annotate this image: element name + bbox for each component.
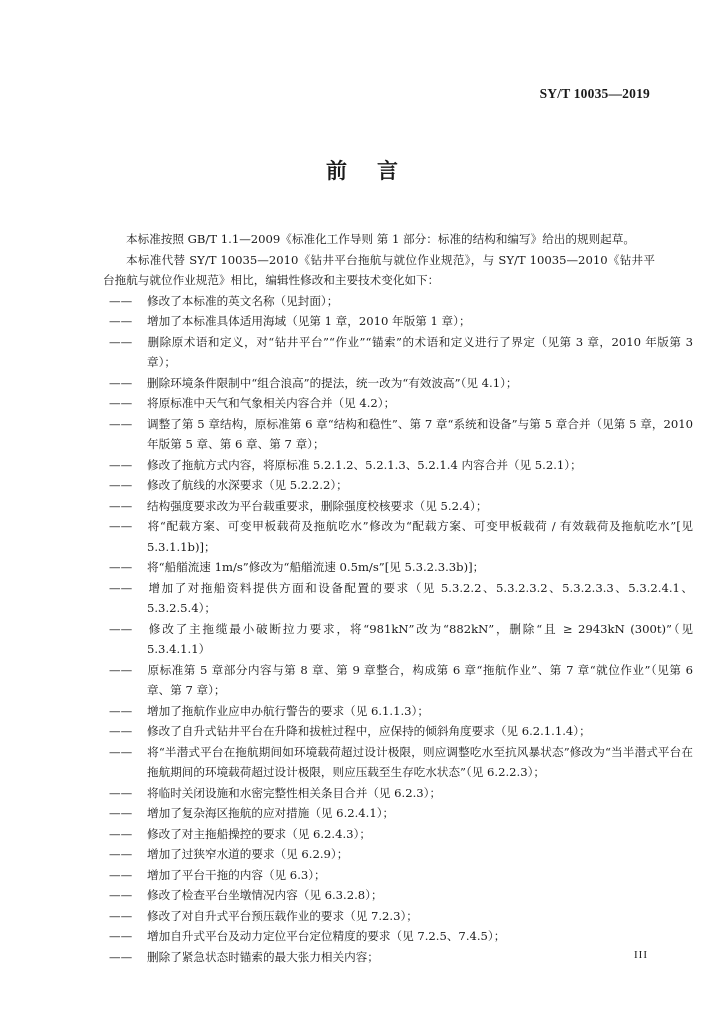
dash-marker: —— [109, 416, 133, 431]
dash-marker: —— [109, 949, 133, 964]
change-text: 增加了拖航作业应申办航行警告的要求（见 6.1.1.3）； [147, 703, 429, 718]
change-text: 修改了对主拖船操控的要求（见 6.2.4.3）； [147, 826, 371, 841]
dash-marker: —— [109, 847, 133, 861]
change-text: 增加了复杂海区拖航的应对措施（见 6.2.4.1）； [147, 806, 395, 820]
change-item [109, 721, 693, 742]
change-item [109, 516, 693, 557]
change-item [109, 926, 693, 947]
dash-marker: —— [109, 703, 133, 718]
page-title: 前言 [326, 159, 428, 183]
change-text: 将“船艏流速 1m/s”修改为“船艏流速 0.5m/s”[见 5.3.2.3.3b)]； [147, 560, 485, 574]
change-item [109, 783, 693, 804]
dash-marker: —— [109, 908, 133, 923]
change-item [109, 455, 693, 476]
dash-marker: —— [109, 334, 133, 349]
change-item [109, 824, 693, 845]
change-text: 将“配载方案、可变甲板载荷及拖航吃水”修改为“配载方案、可变甲板载荷 / 有效载荷及拖航吃水”[见 5.3.1.1b)]； [147, 519, 693, 554]
change-text: 修改了主拖缆最小破断拉力要求，将“981kN”改为“882kN”，删除“且 ≥ 2943kN (300t)”（见 5.3.4.1.1） [147, 621, 693, 656]
change-text: 将“半潜式平台在拖航期间如环境载荷超过设计极限，则应调整吃水至抗风暴状态”修改为“当半潜式平台在拖航期间的环境载荷超过设计极限，则应压载至生存吃水状态”（见 6.2.2.3）； [147, 744, 693, 779]
change-text: 将原标准中天气和气象相关内容合并（见 4.2）； [147, 396, 396, 410]
change-text: 删除原术语和定义，对“钻井平台”“作业”“锚索”的术语和定义进行了界定（见第 3 章，2010 年版第 3 章）； [147, 334, 693, 369]
change-item [109, 414, 693, 455]
change-item [109, 373, 693, 394]
dash-marker: —— [109, 375, 133, 390]
change-text: 修改了拖航方式内容，将原标准 5.2.1.2、5.2.1.3、5.2.1.4 内容合并（见 5.2.1）； [147, 457, 582, 472]
dash-marker: —— [109, 621, 133, 636]
change-item [109, 865, 693, 886]
change-item [109, 947, 693, 968]
change-item [109, 660, 693, 701]
dash-marker: —— [109, 744, 133, 759]
standard-code: SY/T 10035—2019 [539, 86, 650, 101]
change-item [109, 619, 693, 660]
change-item [109, 475, 693, 496]
change-item [109, 496, 693, 517]
dash-marker: —— [109, 929, 133, 943]
intro-paragraph: 本标准按照 GB/T 1.1—2009《标准化工作导则 第 1 部分：标准的结构和编写》给出的规则起草。 [126, 232, 635, 246]
change-item [109, 803, 693, 824]
change-text: 增加了过狭窄水道的要求（见 6.2.9）； [147, 847, 349, 861]
dash-marker: —— [109, 478, 133, 492]
change-item [109, 557, 693, 578]
dash-marker: —— [109, 888, 133, 902]
change-text: 修改了对自升式平台预压载作业的要求（见 7.2.3）； [147, 908, 418, 923]
dash-marker: —— [109, 826, 133, 841]
intro-paragraph: 本标准代替 SY/T 10035—2010《钻井平台拖航与就位作业规范》，与 SY/T 10035—2010《钻井平台拖航与就位作业规范》相比，编辑性修改和主要技术变化如下： [103, 252, 655, 287]
change-text: 删除环境条件限制中“组合浪高”的提法，统一改为“有效波高”（见 4.1）； [147, 375, 518, 390]
change-text: 增加了本标准具体适用海域（见第 1 章，2010 年版第 1 章）； [147, 314, 471, 328]
change-text: 删除了紧急状态时锚索的最大张力相关内容； [147, 949, 379, 964]
dash-marker: —— [109, 806, 133, 820]
change-text: 结构强度要求改为平台载重要求，删除强度校核要求（见 5.2.4）； [147, 498, 488, 513]
change-text: 修改了检查平台坐墩情况内容（见 6.3.2.8）； [147, 888, 383, 902]
dash-marker: —— [109, 519, 133, 533]
changes-list [103, 291, 693, 968]
dash-marker: —— [109, 293, 133, 308]
change-text: 增加了平台干拖的内容（见 6.3）； [147, 867, 326, 882]
dash-marker: —— [109, 560, 133, 574]
dash-marker: —— [109, 662, 133, 677]
dash-marker: —— [109, 785, 133, 800]
change-item [109, 578, 693, 619]
change-item [109, 291, 693, 312]
dash-marker: —— [109, 724, 133, 738]
change-item [109, 701, 693, 722]
change-text: 修改了自升式钻井平台在升降和拔桩过程中，应保持的倾斜角度要求（见 6.2.1.1.4）； [147, 724, 591, 738]
change-item [109, 311, 693, 332]
change-text: 修改了本标准的英文名称（见封面）； [147, 293, 339, 308]
change-item [109, 393, 693, 414]
dash-marker: —— [109, 314, 133, 328]
change-item [109, 885, 693, 906]
change-text: 增加了对拖船资料提供方面和设备配置的要求（见 5.3.2.2、5.3.2.3.2、5.3.2.3.3、5.3.2.4.1、5.3.2.5.4）； [147, 580, 693, 615]
change-item [109, 332, 693, 373]
dash-marker: —— [109, 457, 133, 472]
dash-marker: —— [109, 498, 133, 513]
change-text: 修改了航线的水深要求（见 5.2.2.2）； [147, 478, 348, 492]
dash-marker: —— [109, 396, 133, 410]
page-number: III [634, 949, 648, 961]
dash-marker: —— [109, 580, 133, 595]
foreword-body [103, 229, 693, 967]
change-text: 原标准第 5 章部分内容与第 8 章、第 9 章整合，构成第 6 章“拖航作业”、第 7 章“就位作业”（见第 6 章、第 7 章）； [147, 662, 693, 697]
change-item [109, 844, 693, 865]
change-text: 增加自升式平台及动力定位平台定位精度的要求（见 7.2.5、7.4.5）； [147, 929, 506, 943]
change-text: 将临时关闭设施和水密完整性相关条目合并（见 6.2.3）； [147, 785, 442, 800]
change-item [109, 742, 693, 783]
change-text: 调整了第 5 章结构，原标准第 6 章“结构和稳性”、第 7 章“系统和设备”与第 5 章合并（见第 5 章，2010 年版第 5 章、第 6 章、第 7 章）； [147, 416, 693, 451]
change-item [109, 906, 693, 927]
dash-marker: —— [109, 867, 133, 882]
